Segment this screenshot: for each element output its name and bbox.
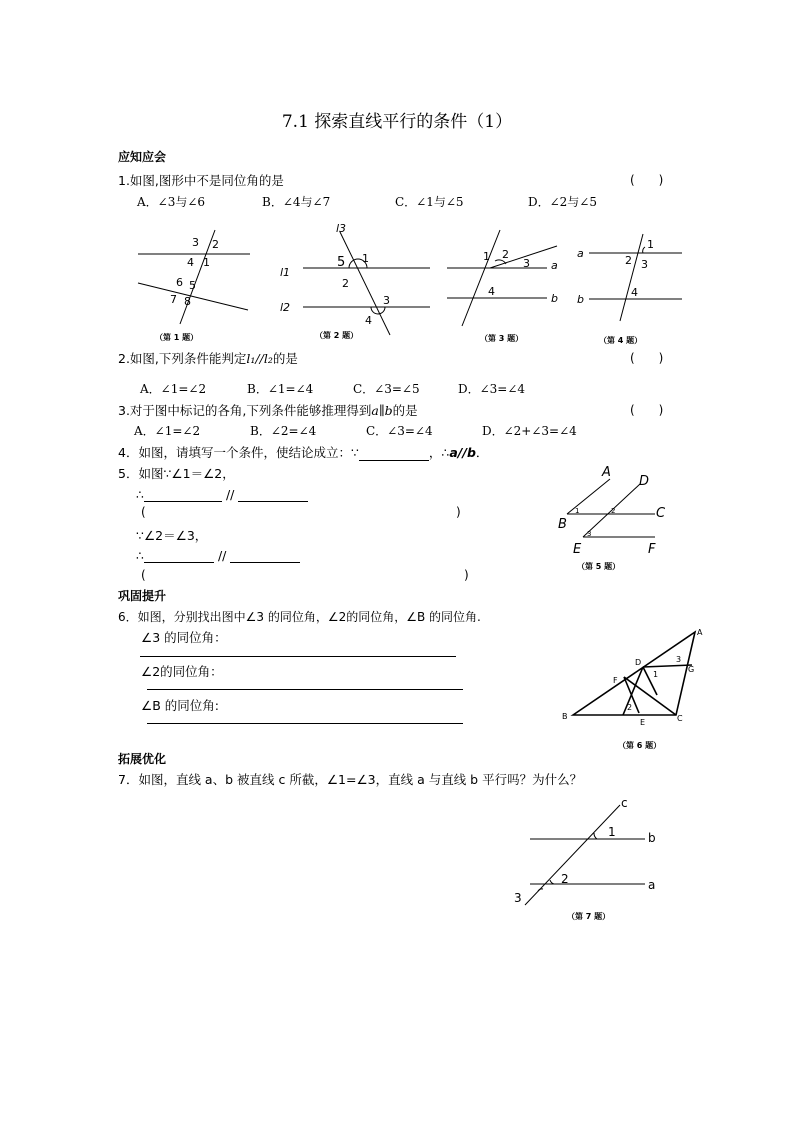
q5-stem: 5．如图∵∠1＝∠2， xyxy=(118,466,235,481)
fig5-label: 3 xyxy=(587,530,592,538)
fig5-label: 1 xyxy=(575,507,580,515)
q3-stem xyxy=(118,401,418,419)
fig4-label: 3 xyxy=(641,258,648,271)
fig1-label: 2 xyxy=(212,238,219,251)
fig4-label: 2 xyxy=(625,254,632,267)
fig7-label: 2 xyxy=(561,872,569,886)
q2-option-b: B．∠1=∠4 xyxy=(247,382,314,396)
q5-because2: ∵∠2＝∠3， xyxy=(136,528,208,543)
fig5-label: B xyxy=(558,517,567,532)
page-title: 7.1 探索直线平行的条件（1） xyxy=(281,112,513,132)
fig6-label: D xyxy=(635,658,642,667)
q1-stem: 1.如图,图形中不是同位角的是 xyxy=(118,173,284,188)
fig4-label: b xyxy=(577,293,584,306)
q5-line1 xyxy=(136,487,308,502)
q4-blank[interactable] xyxy=(359,448,429,461)
q6-answer-line[interactable] xyxy=(147,723,463,724)
figure-2 xyxy=(275,220,435,345)
fig3-label: a xyxy=(551,259,558,272)
q3-option-d: D．∠2+∠3=∠4 xyxy=(482,424,577,438)
q1-option-b: B．∠4与∠7 xyxy=(262,195,331,209)
figure-7 xyxy=(505,795,670,925)
fig5-label: D xyxy=(639,474,650,489)
q2-stem-end: 的是 xyxy=(272,351,298,366)
q5-therefore: ∴ xyxy=(136,487,144,502)
fig1-label: 8 xyxy=(184,295,191,308)
q5-therefore: ∴ xyxy=(136,548,144,563)
section-heading-extend: 拓展优化 xyxy=(118,752,167,766)
fig1-label: 3 xyxy=(192,236,199,249)
section-heading-consolidate: 巩固提升 xyxy=(118,589,167,603)
fig6-label: 1 xyxy=(653,670,659,679)
q5-reason-lparen: ( xyxy=(141,568,146,582)
q6-answer-line[interactable] xyxy=(147,689,463,690)
fig6-label: B xyxy=(562,712,568,721)
q5-reason-lparen: ( xyxy=(141,505,146,519)
fig6-label: G xyxy=(688,665,695,674)
figure-1 xyxy=(130,228,255,348)
fig2-label: l3 xyxy=(336,222,347,235)
fig7-label: a xyxy=(648,878,656,892)
q6-label-b: ∠B 的同位角: xyxy=(141,698,219,713)
fig4-caption: （第 4 题） xyxy=(599,336,643,345)
q5-blank-3[interactable] xyxy=(144,550,214,563)
fig6-label: F xyxy=(613,676,618,685)
fig4-label: a xyxy=(577,247,584,260)
fig6-label: E xyxy=(640,718,646,727)
q2-option-d: D．∠3=∠4 xyxy=(458,382,526,396)
q4-stem xyxy=(118,443,488,461)
q2-answer-paren[interactable]: ( ) xyxy=(630,351,664,365)
fig2-label: 4 xyxy=(365,314,372,327)
fig6-label: 2 xyxy=(627,703,633,712)
q4-conclusion: a//b xyxy=(449,445,476,460)
q4-text: 4．如图，请填写一个条件，使结论成立：∵ xyxy=(118,445,359,460)
q2-math: l₁//l₂ xyxy=(246,351,273,366)
q3-math: a∥b xyxy=(371,403,393,418)
q6-label-3: ∠3 的同位角： xyxy=(141,630,227,645)
q1-answer-paren[interactable]: ( ) xyxy=(630,173,664,187)
fig7-label: b xyxy=(648,831,656,845)
fig1-label: 1 xyxy=(203,256,210,269)
fig5-label: E xyxy=(573,542,582,557)
q5-line2 xyxy=(136,548,300,563)
fig4-label: 1 xyxy=(647,238,654,251)
q5-parallel: // xyxy=(225,487,235,502)
q1-option-a: A．∠3与∠6 xyxy=(137,195,206,209)
q6-label-2: ∠2的同位角： xyxy=(141,664,223,679)
fig5-label: C xyxy=(656,506,666,521)
q6-stem: 6．如图，分别找出图中∠3 的同位角，∠2的同位角，∠B 的同位角. xyxy=(118,610,481,624)
fig2-label: l1 xyxy=(280,266,291,279)
fig7-label: 3 xyxy=(514,891,522,905)
fig3-label: 3 xyxy=(523,257,530,270)
fig5-label: 2 xyxy=(611,507,616,515)
q5-blank-1[interactable] xyxy=(144,489,222,502)
q1-option-d: D．∠2与∠5 xyxy=(528,195,598,209)
fig3-caption: （第 3 题） xyxy=(480,334,524,343)
q5-blank-2[interactable] xyxy=(238,489,308,502)
fig2-label: 1 xyxy=(362,252,369,265)
figure-6 xyxy=(558,625,708,755)
fig5-label: F xyxy=(648,542,656,557)
q6-answer-line[interactable] xyxy=(140,656,456,657)
fig1-label: 4 xyxy=(187,256,194,269)
q3-option-c: C．∠3=∠4 xyxy=(366,424,433,438)
fig5-label: A xyxy=(602,465,611,480)
fig4-label: 4 xyxy=(631,286,638,299)
fig3-label: 4 xyxy=(488,285,495,298)
figure-4 xyxy=(575,228,690,348)
q7-stem: 7．如图，直线 a、b 被直线 c 所截，∠1=∠3，直线 a 与直线 b 平行吗？为什么？ xyxy=(118,772,583,787)
fig7-caption: （第 7 题） xyxy=(567,912,611,921)
q5-parallel: // xyxy=(217,548,227,563)
fig1-label: 5 xyxy=(189,279,196,292)
q1-option-c: C．∠1与∠5 xyxy=(395,195,464,209)
section-heading-basic: 应知应会 xyxy=(118,150,167,164)
figure-5 xyxy=(555,462,685,577)
figure-3 xyxy=(440,228,570,348)
q3-answer-paren[interactable]: ( ) xyxy=(630,403,664,417)
q4-therefore: ，∴ xyxy=(428,445,450,460)
q5-blank-4[interactable] xyxy=(230,550,300,563)
q3-stem-end: 的是 xyxy=(392,403,418,418)
fig7-label: c xyxy=(621,796,628,810)
fig2-caption: （第 2 题） xyxy=(315,331,359,340)
fig1-label: 6 xyxy=(176,276,183,289)
fig1-caption: （第 1 题） xyxy=(155,333,199,342)
q3-stem-text: 3.对于图中标记的各角,下列条件能够推理得到 xyxy=(118,403,372,418)
q5-reason-rparen[interactable]: ) xyxy=(456,505,461,519)
fig2-label: 3 xyxy=(383,294,390,307)
fig3-label: 2 xyxy=(502,248,509,261)
q4-end: ． xyxy=(475,445,489,460)
q5-reason-rparen[interactable]: ) xyxy=(464,568,469,582)
q3-option-b: B．∠2=∠4 xyxy=(250,424,317,438)
fig6-caption: （第 6 题） xyxy=(618,741,662,750)
fig1-label: 7 xyxy=(170,293,177,306)
q2-option-a: A．∠1=∠2 xyxy=(140,382,207,396)
fig2-label: l2 xyxy=(280,301,291,314)
fig2-label: 5 xyxy=(337,255,346,270)
fig6-label: C xyxy=(677,714,683,723)
q2-option-c: C．∠3=∠5 xyxy=(353,382,420,396)
fig2-label: 2 xyxy=(342,277,349,290)
fig3-label: b xyxy=(551,292,558,305)
q2-stem xyxy=(118,349,298,367)
fig6-label: A xyxy=(697,628,703,637)
fig6-label: 3 xyxy=(676,655,682,664)
fig5-caption: （第 5 题） xyxy=(577,562,621,571)
fig7-label: 1 xyxy=(608,825,616,839)
fig3-label: 1 xyxy=(483,250,490,263)
q3-option-a: A．∠1=∠2 xyxy=(134,424,201,438)
q2-stem-text: 2.如图,下列条件能判定 xyxy=(118,351,247,366)
